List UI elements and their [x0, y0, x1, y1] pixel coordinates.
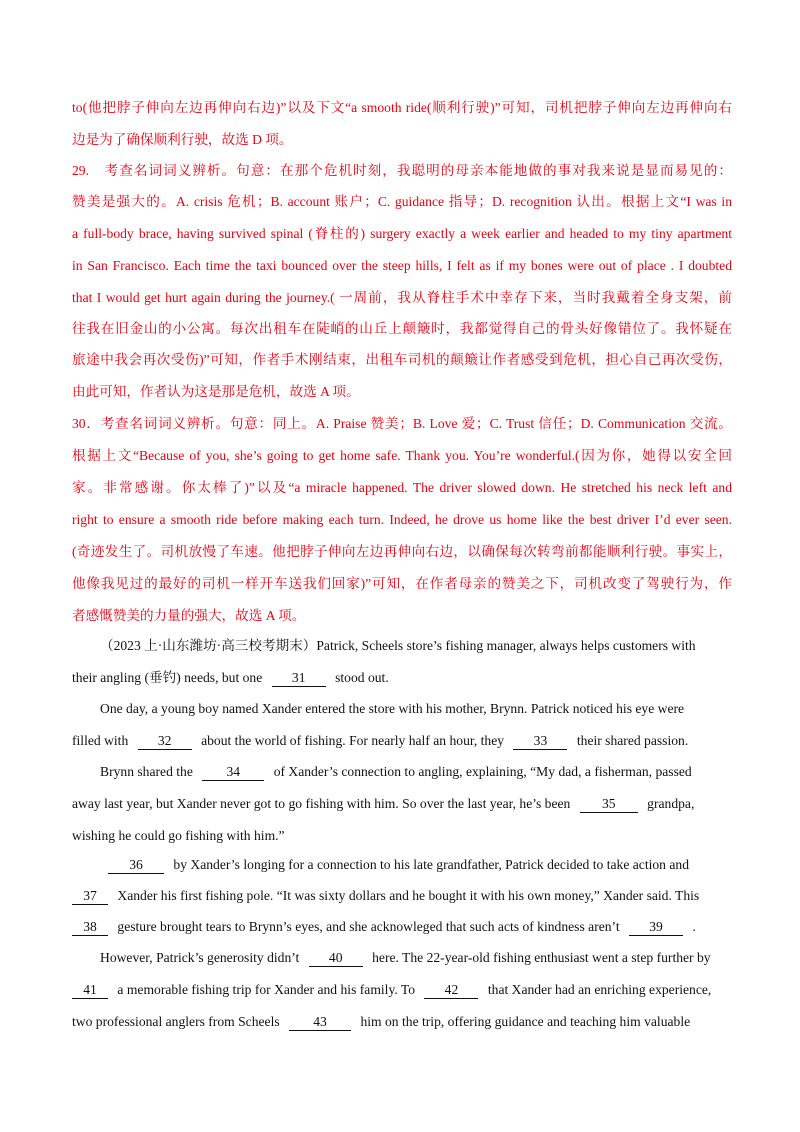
passage-line: [72, 980, 732, 1000]
explanation-line: a full-body brace, having survived spinal (脊柱的) surgery exactly a week earlier and headed to my tiny apartment: [72, 226, 732, 241]
blank-41[interactable]: 41: [72, 981, 108, 999]
blank-39[interactable]: 39: [629, 918, 683, 936]
passage-text: However, Patrick’s generosity didn’t: [100, 950, 300, 965]
passage-text: away last year, but Xander never got to go fishing with him. So over the last year, he’s been: [72, 796, 571, 811]
passage-line: [72, 917, 732, 937]
passage-text: wishing he could go fishing with him.”: [72, 828, 285, 843]
explanation-line: 他像我见过的最好的司机一样开车送我们回家)”可知，在作者母亲的赞美之下，司机改变了驾驶行为，作: [72, 576, 732, 591]
passage-text: Xander his first fishing pole. “It was sixty dollars and he bought it with his own money,” Xander said. This: [117, 888, 700, 903]
passage-source: （2023 上·山东潍坊·高三校考期末）Patrick, Scheels store’s fishing manager, always helps customers with: [100, 638, 696, 653]
passage-text: two professional anglers from Scheels: [72, 1014, 280, 1029]
passage-line: [72, 731, 732, 751]
passage-line: [108, 855, 732, 875]
explanation-line: 30．考查名词词义辨析。句意：同上。A. Praise 赞美；B. Love 爱；C. Trust 信任；D. Communication 交流。: [72, 416, 732, 431]
blank-40[interactable]: 40: [309, 949, 363, 967]
blank-43[interactable]: 43: [289, 1013, 351, 1031]
passage-text: a memorable fishing trip for Xander and his family. To: [117, 982, 416, 997]
explanation-line: 由此可知，作者认为这是那是危机，故选 A 项。: [72, 384, 360, 399]
blank-38[interactable]: 38: [72, 918, 108, 936]
passage-line: [72, 794, 732, 814]
explanation-line: 根据上文“Because of you, she’s going to get home safe. Thank you. You’re wonderful.(因为你，她得以安全回: [72, 448, 732, 463]
passage-text: their angling (垂钓) needs, but one: [72, 670, 263, 685]
blank-31[interactable]: 31: [272, 669, 326, 687]
explanation-line: in San Francisco. Each time the taxi bounced over the steep hills, I felt as if my bones were out of place . I doubted: [72, 258, 732, 273]
passage-text: grandpa,: [647, 796, 695, 811]
explanation-line: 往我在旧金山的小公寓。每次出租车在陡峭的山丘上颠簸时，我都觉得自己的骨头好像错位了。我怀疑在: [72, 321, 732, 336]
explanation-line: that I would get hurt again during the journey.( 一周前，我从脊柱手术中幸存下来，当时我戴着全身支架，前: [72, 290, 732, 305]
blank-36[interactable]: 36: [108, 856, 164, 874]
explanation-line: right to ensure a smooth ride before making each turn. Indeed, he drove us home like the best driver I’d ever seen.: [72, 512, 732, 527]
passage-text: filled with: [72, 733, 129, 748]
passage-text: by Xander’s longing for a connection to his late grandfather, Patrick decided to take action and: [173, 857, 689, 872]
passage-line: [100, 636, 732, 656]
blank-32[interactable]: 32: [138, 732, 192, 750]
blank-42[interactable]: 42: [424, 981, 478, 999]
passage-line: [72, 826, 732, 846]
explanation-line: 家。非常感谢。你太棒了)”以及“a miracle happened. The driver slowed down. He stretched his neck left and: [72, 480, 732, 495]
passage-text: gesture brought tears to Brynn’s eyes, and she acknowleged that such acts of kindness aren’t: [117, 919, 620, 934]
explanation-line: (奇迹发生了。司机放慢了车速。他把脖子伸向左边再伸向右边，以确保每次转弯前都能顺利行驶。事实上，: [72, 544, 732, 559]
blank-37[interactable]: 37: [72, 887, 108, 905]
blank-34[interactable]: 34: [202, 763, 264, 781]
blank-35[interactable]: 35: [580, 795, 638, 813]
passage-line: [72, 1012, 732, 1032]
passage-line: [72, 886, 732, 906]
passage-line: [100, 699, 732, 719]
blank-33[interactable]: 33: [513, 732, 567, 750]
passage-text: here. The 22-year-old fishing enthusiast went a step further by: [372, 950, 711, 965]
passage-text: about the world of fishing. For nearly half an hour, they: [201, 733, 505, 748]
passage-line: [100, 948, 732, 968]
explanation-line: to(他把脖子伸向左边再伸向右边)”以及下文“a smooth ride(顺利行驶)”可知，司机把脖子伸向左边再伸向右: [72, 100, 732, 115]
explanation-line: 边是为了确保顺利行驶，故选 D 项。: [72, 132, 293, 147]
passage-text: their shared passion.: [576, 733, 689, 748]
passage-text: stood out.: [335, 670, 389, 685]
passage-line: [72, 668, 732, 688]
explanation-line: 赞美是强大的。A. crisis 危机；B. account 账户；C. guidance 指导；D. recognition 认出。根据上文“I was in: [72, 194, 732, 209]
explanation-line: 29. 考查名词词义辨析。句意：在那个危机时刻，我聪明的母亲本能地做的事对我来说是显而易见的：: [72, 163, 732, 178]
explanation-line: 者感慨赞美的力量的强大，故选 A 项。: [72, 608, 306, 623]
passage-text: that Xander had an enriching experience,: [487, 982, 712, 997]
passage-text: Brynn shared the: [100, 764, 193, 779]
passage-line: [100, 762, 732, 782]
explanation-line: 旅途中我会再次受伤)”可知，作者手术刚结束，出租车司机的颠簸让作者感受到危机，担心自己再次受伤，: [72, 352, 732, 367]
passage-text: of Xander’s connection to angling, explaining, “My dad, a fisherman, passed: [273, 764, 692, 779]
passage-text: him on the trip, offering guidance and teaching him valuable: [360, 1014, 691, 1029]
passage-text: .: [692, 919, 696, 934]
passage-text: One day, a young boy named Xander entered the store with his mother, Brynn. Patrick noticed his eye were: [100, 701, 685, 716]
